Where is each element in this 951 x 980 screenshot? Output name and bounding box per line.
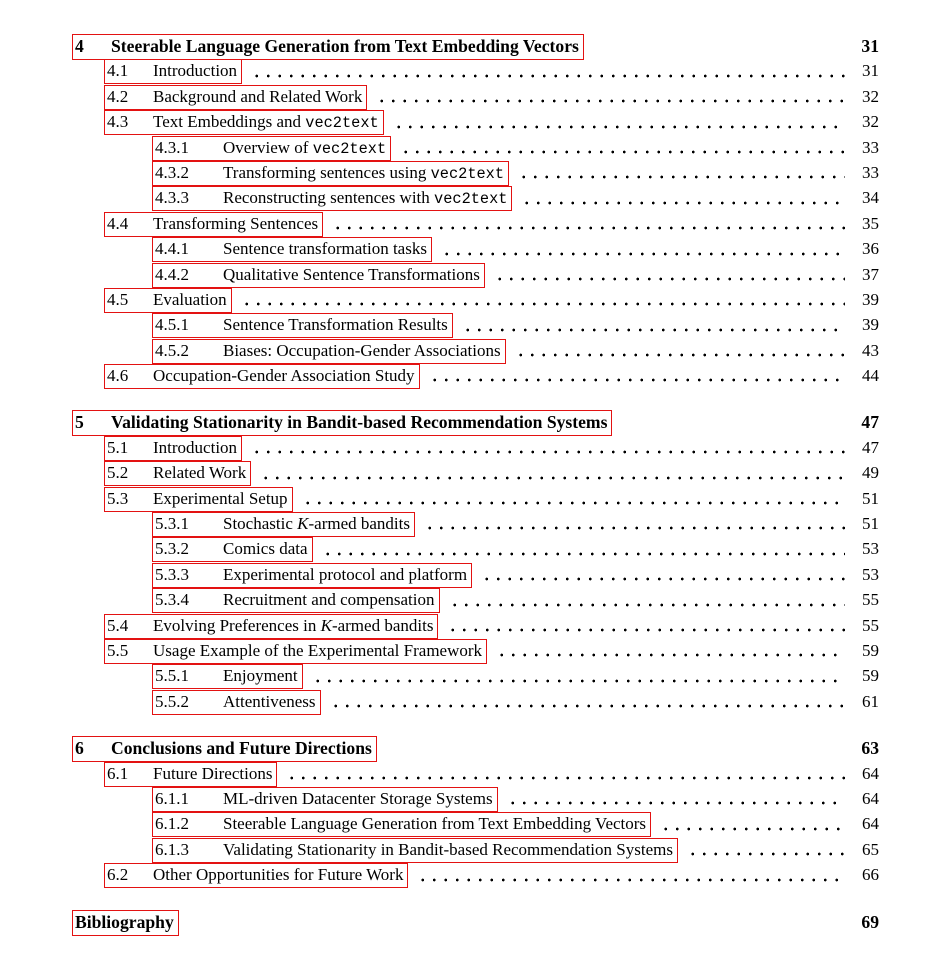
- toc-link[interactable]: [104, 487, 293, 512]
- title-segment: Transforming Sentences: [153, 213, 319, 233]
- dot-leader: [619, 410, 845, 435]
- page-number: 47: [861, 412, 879, 433]
- dot-leader: [427, 364, 845, 389]
- toc-link[interactable]: [152, 313, 453, 338]
- title-segment: Sentence Transformation Results: [223, 315, 448, 335]
- title-segment: Related Work: [153, 463, 247, 483]
- toc-link[interactable]: [152, 812, 651, 837]
- dot-leader: [249, 59, 845, 84]
- entry-title: [153, 87, 362, 107]
- toc-entry-row: [75, 110, 879, 135]
- dot-leader: [658, 812, 845, 837]
- dot-leader: [685, 838, 845, 863]
- toc-entry-row: [75, 237, 879, 262]
- toc-link[interactable]: [152, 161, 509, 186]
- toc-link[interactable]: [104, 639, 487, 664]
- entry-number: 4.5.1: [155, 315, 189, 335]
- title-segment: Text Embeddings and: [153, 112, 306, 132]
- title-mono-segment: vec2text: [434, 190, 508, 209]
- toc-link[interactable]: [152, 186, 512, 211]
- entry-number: 5.3.1: [155, 514, 189, 534]
- dot-leader: [249, 436, 845, 461]
- page-number: 66: [862, 865, 879, 885]
- entry-number: 5.2: [107, 463, 129, 483]
- page-number: 49: [862, 463, 879, 483]
- title-mono-segment: vec2text: [430, 164, 505, 183]
- title-segment: Validating Stationarity in Bandit-based Recommendation Systems: [111, 412, 608, 433]
- dot-leader: [516, 161, 845, 186]
- entry-number: 6.1.2: [155, 814, 189, 834]
- entry-title: [153, 61, 237, 81]
- title-segment: Future Directions: [153, 763, 273, 783]
- title-segment: Bibliography: [75, 911, 174, 932]
- toc-entry-row: [75, 690, 879, 715]
- toc-entry-row: [75, 461, 879, 486]
- page-number: 35: [862, 213, 879, 233]
- entry-title: [153, 214, 318, 234]
- toc-link[interactable]: [152, 664, 303, 689]
- toc-link[interactable]: [152, 339, 506, 364]
- title-segment: Evolving Preferences in: [153, 615, 321, 635]
- entry-title: [223, 840, 673, 860]
- page-number: 51: [862, 488, 879, 508]
- entry-title: [153, 865, 403, 885]
- entry-title: [153, 290, 227, 310]
- page-number: 53: [862, 539, 879, 559]
- dot-leader: [439, 237, 845, 262]
- toc-link[interactable]: [152, 136, 391, 161]
- title-segment: Steerable Language Generation from Text Embedding Vectors: [111, 36, 579, 56]
- entry-number: 4.2: [107, 86, 129, 106]
- toc-entry-row: [75, 512, 879, 537]
- title-segment: Reconstructing sentences with: [223, 188, 435, 208]
- dot-leader: [591, 34, 845, 59]
- toc-entry-row: [75, 313, 879, 338]
- toc-entry-row: [75, 762, 879, 787]
- toc-link[interactable]: [104, 614, 438, 639]
- dot-leader: [422, 512, 845, 537]
- toc-link[interactable]: [104, 110, 384, 135]
- entry-title: [153, 438, 237, 458]
- entry-title: [223, 138, 386, 158]
- entry-number: 4.3: [107, 112, 129, 132]
- toc-link[interactable]: [152, 537, 313, 562]
- page-number: 64: [862, 763, 879, 783]
- toc-entry-row: [75, 161, 879, 186]
- entry-title: [223, 666, 298, 686]
- title-segment: -armed bandits: [308, 514, 410, 534]
- title-segment: Introduction: [153, 61, 238, 81]
- page-number: 39: [862, 315, 879, 335]
- dot-leader: [460, 313, 845, 338]
- dot-leader: [445, 614, 845, 639]
- entry-title: [223, 239, 427, 259]
- dot-leader: [415, 863, 845, 888]
- entry-number: 5.5.2: [155, 691, 189, 711]
- page-number: 51: [862, 514, 879, 534]
- toc-link[interactable]: [152, 588, 440, 613]
- entry-number: 6: [75, 738, 84, 759]
- entry-title: [223, 188, 507, 208]
- toc-link[interactable]: [152, 563, 472, 588]
- toc-entry-row: [75, 812, 879, 837]
- page-number: 33: [862, 137, 879, 157]
- title-mono-segment: vec2text: [312, 139, 387, 158]
- toc-entry-row: [75, 614, 879, 639]
- title-segment: Experimental protocol and platform: [223, 564, 468, 584]
- page-number: 33: [862, 162, 879, 182]
- entry-title: [223, 590, 435, 610]
- entry-number: 5.4: [107, 615, 129, 635]
- page-number: 59: [862, 666, 879, 686]
- dot-leader: [494, 639, 845, 664]
- toc-link[interactable]: [104, 85, 367, 110]
- entry-number: 4.3.2: [155, 162, 189, 182]
- entry-number: 5.5: [107, 640, 129, 660]
- entry-title: [153, 463, 246, 483]
- dot-leader: [258, 461, 845, 486]
- entry-number: 4.6: [107, 366, 129, 386]
- page-number: 44: [862, 366, 879, 386]
- toc-link[interactable]: [104, 762, 277, 787]
- dot-leader: [505, 787, 845, 812]
- toc-entry-row: [75, 339, 879, 364]
- entry-number: 5.3: [107, 488, 129, 508]
- toc-entry-row: [75, 863, 879, 888]
- entry-number: 5: [75, 412, 84, 433]
- title-italic-segment: K: [320, 615, 332, 635]
- title-segment: Qualitative Sentence Transformations: [223, 264, 480, 284]
- entry-title: [153, 764, 272, 784]
- page-number: 31: [861, 36, 879, 56]
- entry-title: [223, 315, 448, 335]
- dot-leader: [384, 736, 845, 761]
- page-number: 65: [862, 839, 879, 859]
- entry-number: 4.4.1: [155, 239, 189, 259]
- entry-number: 4.4: [107, 213, 129, 233]
- toc-link[interactable]: [152, 690, 321, 715]
- dot-leader: [447, 588, 846, 613]
- title-segment: Introduction: [153, 437, 238, 457]
- dot-leader: [239, 288, 845, 313]
- page-number: 37: [862, 264, 879, 284]
- title-segment: Conclusions and Future Directions: [111, 738, 372, 759]
- toc-link[interactable]: [72, 910, 179, 936]
- toc-link[interactable]: [104, 59, 242, 84]
- dot-leader: [284, 762, 845, 787]
- dot-leader: [519, 186, 845, 211]
- page-number: 43: [862, 340, 879, 360]
- page-number: 39: [862, 289, 879, 309]
- entry-title: [111, 738, 372, 759]
- dot-leader: [479, 563, 845, 588]
- toc-entry-row: [75, 186, 879, 211]
- title-segment: Comics data: [223, 539, 308, 559]
- entry-number: 4.4.2: [155, 264, 189, 284]
- toc-link[interactable]: [152, 512, 415, 537]
- title-segment: Transforming sentences using: [223, 162, 431, 182]
- page-number: 36: [862, 239, 879, 259]
- entry-number: 4.3.3: [155, 188, 189, 208]
- toc-chapter-row: [75, 34, 879, 59]
- toc-link[interactable]: [72, 736, 377, 762]
- page-number: 69: [861, 911, 879, 932]
- toc-link[interactable]: [72, 34, 584, 60]
- title-segment: Evaluation: [153, 289, 227, 309]
- page-number: 31: [862, 61, 879, 81]
- title-segment: Attentiveness: [223, 691, 316, 711]
- entry-number: 5.3.2: [155, 539, 189, 559]
- title-italic-segment: K: [297, 514, 309, 534]
- entry-number: 6.1.3: [155, 839, 189, 859]
- toc-link[interactable]: [152, 237, 432, 262]
- title-segment: Usage Example of the Experimental Framework: [153, 640, 483, 660]
- title-mono-segment: vec2text: [305, 114, 379, 133]
- toc-link[interactable]: [104, 288, 232, 313]
- toc-entry-row: [75, 85, 879, 110]
- toc-entry-row: [75, 787, 879, 812]
- dot-leader: [374, 85, 845, 110]
- toc-rows: [75, 34, 879, 935]
- page-number: 55: [862, 590, 879, 610]
- page-number: 64: [862, 788, 879, 808]
- entry-number: 5.3.3: [155, 564, 189, 584]
- entry-title: [223, 163, 504, 183]
- entry-title: [223, 789, 493, 809]
- toc-entry-row: [75, 588, 879, 613]
- entry-number: 5.3.4: [155, 590, 189, 610]
- title-segment: Experimental Setup: [153, 488, 288, 508]
- entry-number: 4.3.1: [155, 137, 189, 157]
- entry-title: [223, 692, 316, 712]
- toc-entry-row: [75, 664, 879, 689]
- entry-number: 4.5.2: [155, 340, 189, 360]
- entry-title: [223, 814, 646, 834]
- toc-link[interactable]: [104, 461, 251, 486]
- toc-link[interactable]: [152, 838, 678, 863]
- entry-number: 5.5.1: [155, 666, 189, 686]
- entry-title: [223, 565, 467, 585]
- entry-title: [153, 616, 433, 636]
- toc-link[interactable]: [152, 787, 498, 812]
- dot-leader: [330, 212, 845, 237]
- entry-title: [153, 112, 379, 132]
- toc-link[interactable]: [72, 410, 612, 436]
- title-segment: ML-driven Datacenter Storage Systems: [223, 788, 493, 808]
- dot-leader: [513, 339, 845, 364]
- page-number: 32: [862, 112, 879, 132]
- entry-title: [223, 539, 308, 559]
- entry-number: 6.2: [107, 865, 129, 885]
- entry-title: [153, 641, 482, 661]
- entry-title: [111, 412, 607, 433]
- dot-leader: [391, 110, 845, 135]
- entry-title: [75, 912, 174, 933]
- page-number: 32: [862, 86, 879, 106]
- toc-link[interactable]: [104, 212, 323, 237]
- title-segment: Recruitment and compensation: [223, 590, 435, 610]
- toc-entry-row: [75, 563, 879, 588]
- entry-number: 4.1: [107, 61, 129, 81]
- dot-leader: [186, 910, 845, 935]
- toc-link[interactable]: [104, 436, 242, 461]
- toc-link[interactable]: [152, 263, 485, 288]
- toc-entry-row: [75, 537, 879, 562]
- toc-entry-row: [75, 838, 879, 863]
- toc-link[interactable]: [104, 364, 420, 389]
- title-segment: Sentence transformation tasks: [223, 239, 427, 259]
- title-segment: -armed bandits: [331, 615, 434, 635]
- dot-leader: [492, 263, 845, 288]
- toc-entry-row: [75, 59, 879, 84]
- entry-number: 6.1.1: [155, 788, 189, 808]
- dot-leader: [310, 664, 845, 689]
- title-segment: Steerable Language Generation from Text Embedding Vectors: [223, 814, 647, 834]
- toc-entry-row: [75, 212, 879, 237]
- page-number: 64: [862, 814, 879, 834]
- page-number: 47: [862, 437, 879, 457]
- entry-title: [111, 36, 579, 57]
- dot-leader: [398, 136, 845, 161]
- title-segment: Overview of: [223, 137, 313, 157]
- toc-chapter-row: [75, 410, 879, 435]
- title-segment: Other Opportunities for Future Work: [153, 865, 404, 885]
- toc-link[interactable]: [104, 863, 408, 888]
- toc-chapter-row: [75, 910, 879, 935]
- entry-title: [153, 366, 415, 386]
- toc-entry-row: [75, 288, 879, 313]
- toc-entry-row: [75, 639, 879, 664]
- entry-title: [153, 489, 288, 509]
- entry-number: 4.5: [107, 289, 129, 309]
- entry-title: [223, 265, 480, 285]
- page-number: 53: [862, 564, 879, 584]
- dot-leader: [328, 690, 845, 715]
- title-segment: Background and Related Work: [153, 86, 363, 106]
- toc-chapter-row: [75, 736, 879, 761]
- title-segment: Biases: Occupation-Gender Associations: [223, 340, 501, 360]
- page-number: 55: [862, 615, 879, 635]
- entry-number: 5.1: [107, 437, 129, 457]
- toc-entry-row: [75, 364, 879, 389]
- dot-leader: [320, 537, 845, 562]
- toc-entry-row: [75, 487, 879, 512]
- page-number: 61: [862, 691, 879, 711]
- title-segment: Occupation-Gender Association Study: [153, 366, 415, 386]
- toc-entry-row: [75, 136, 879, 161]
- entry-number: 6.1: [107, 763, 129, 783]
- toc-entry-row: [75, 436, 879, 461]
- dot-leader: [300, 487, 845, 512]
- title-segment: Stochastic: [223, 514, 298, 534]
- title-segment: Enjoyment: [223, 666, 298, 686]
- toc-entry-row: [75, 263, 879, 288]
- page-number: 63: [861, 738, 879, 759]
- entry-title: [223, 341, 501, 361]
- title-segment: Validating Stationarity in Bandit-based Recommendation Systems: [223, 839, 673, 859]
- entry-title: [223, 514, 410, 534]
- page-number: 59: [862, 640, 879, 660]
- entry-number: 4: [75, 36, 84, 56]
- page-number: 34: [862, 188, 879, 208]
